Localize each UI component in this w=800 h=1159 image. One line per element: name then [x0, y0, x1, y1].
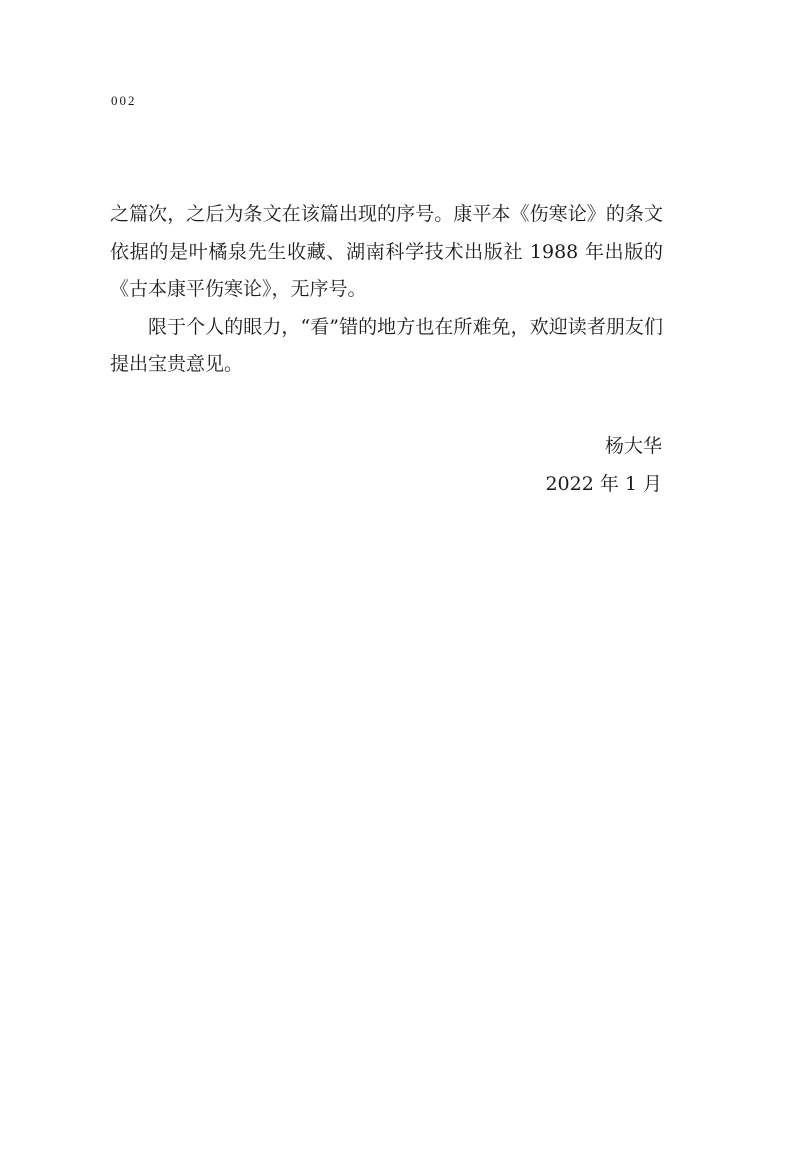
paragraph-continuation: 之篇次，之后为条文在该篇出现的序号。康平本《伤寒论》的条文依据的是叶橘泉先生收藏、湖南科学技术出版社 1988 年出版的《古本康平伤寒论》，无序号。	[110, 203, 663, 300]
author-name: 杨大华	[604, 435, 662, 457]
paragraph-closing: 限于个人的眼力，“看”错的地方也在所难免，欢迎读者朋友们提出宝贵意见。	[110, 315, 663, 375]
page-number: 002	[111, 93, 137, 108]
body-text	[110, 196, 663, 384]
signature-date: 2022 年 1 月	[545, 472, 662, 495]
signature-block	[545, 428, 662, 503]
